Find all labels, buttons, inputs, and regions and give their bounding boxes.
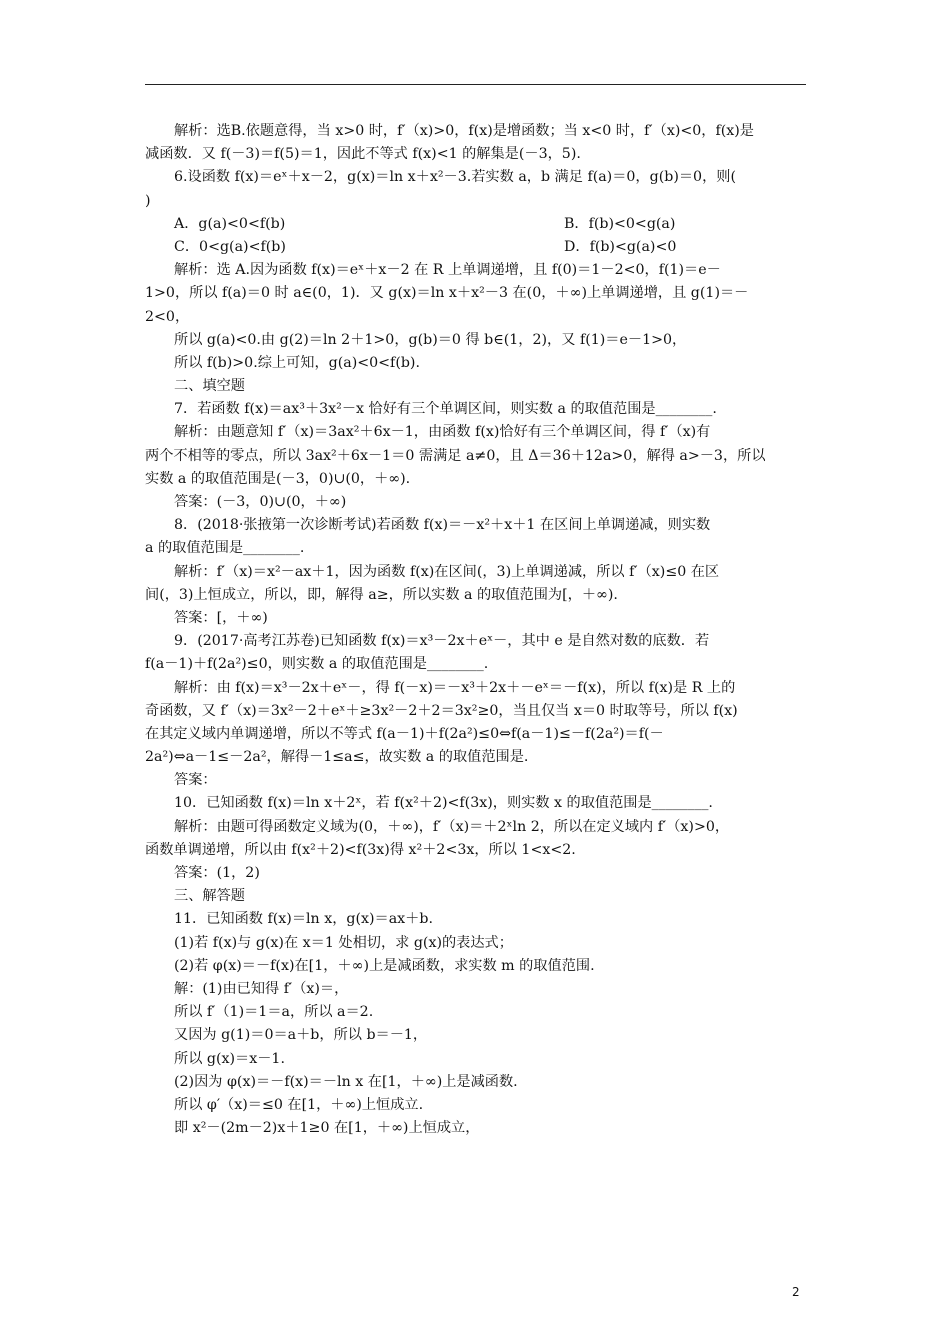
option-c: C．0<g(a)<f(b)	[174, 238, 286, 255]
header-rule	[145, 84, 806, 85]
text-line: 所以 g(a)<0.由 g(2)＝ln 2＋1>0，g(b)＝0 得 b∈(1，2)，又 f(1)＝e－1>0，	[174, 331, 687, 348]
text-line: 解析：由题意知 f′（x)＝3ax²＋6x－1，由函数 f(x)恰好有三个单调区间，得 f′（x)有	[174, 424, 711, 441]
question-11: 11．已知函数 f(x)＝ln x，g(x)＝ax＋b.	[174, 911, 433, 928]
text-line: 实数 a 的取值范围是(－3，0)∪(0，＋∞).	[145, 470, 411, 487]
question-10: 10．已知函数 f(x)＝ln x＋2ˣ，若 f(x²＋2)<f(3x)，则实数 x 的取值范围是________.	[174, 795, 713, 812]
answer-line: 答案：	[174, 772, 217, 789]
text-line: (2)因为 φ(x)＝－f(x)＝－ln x 在[1，＋∞)上是减函数.	[174, 1073, 518, 1090]
text-line: 所以 f(b)>0.综上可知，g(a)<0<f(b).	[174, 354, 420, 371]
text-line: 解析：f′（x)＝x²－ax＋1，因为函数 f(x)在区间(，3)上单调递减，所以 f′（x)≤0 在区	[174, 563, 720, 580]
text-line: 解析：由 f(x)＝x³－2x＋eˣ－，得 f(－x)＝－x³＋2x＋－eˣ＝－f(x)，所以 f(x)是 R 上的	[174, 679, 736, 696]
options-row-ab	[145, 213, 806, 236]
text-line: 2a²)⇔a－1≤－2a²，解得－1≤a≤，故实数 a 的取值范围是.	[145, 749, 529, 766]
text-line: 间(，3)上恒成立，所以，即，解得 a≥，所以实数 a 的取值范围为[，＋∞).	[145, 586, 618, 603]
question-8: 8．(2018·张掖第一次诊断考试)若函数 f(x)＝－x²＋x＋1 在区间上单调递减，则实数	[174, 517, 711, 534]
options-row-cd	[145, 236, 806, 259]
text-line: (1)若 f(x)与 g(x)在 x＝1 处相切，求 g(x)的表达式；	[174, 934, 513, 951]
answer-line: 答案：[，＋∞)	[174, 609, 268, 626]
text-line: 减函数．又 f(－3)＝f(5)＝1，因此不等式 f(x)<1 的解集是(－3，5).	[145, 146, 581, 163]
text-line: f(a－1)＋f(2a²)≤0，则实数 a 的取值范围是________.	[145, 656, 489, 673]
text-line: 两个不相等的零点，所以 3ax²＋6x－1＝0 需满足 a≠0，且 Δ＝36＋12a>0，解得 a>－3，所以	[145, 447, 766, 464]
text-line: 2<0，	[145, 308, 190, 325]
document-body	[145, 120, 806, 1140]
text-line: 1>0，所以 f(a)＝0 时 a∈(0，1)．又 g(x)＝ln x＋x²－3 在(0，＋∞)上单调递增，且 g(1)＝－	[145, 285, 749, 302]
answer-line: 答案：(－3，0)∪(0，＋∞)	[174, 494, 347, 510]
text-line: 即 x²－(2m－2)x＋1≥0 在[1，＋∞)上恒成立，	[174, 1120, 480, 1137]
text-line: 奇函数，又 f′（x)＝3x²－2＋eˣ＋≥3x²－2＋2＝3x²≥0，当且仅当 x＝0 时取等号，所以 f(x)	[145, 702, 738, 719]
option-b: B．f(b)<0<g(a)	[564, 215, 676, 232]
question-6: 6.设函数 f(x)＝eˣ＋x－2，g(x)＝ln x＋x²－3.若实数 a，b 满足 f(a)＝0，g(b)＝0，则(	[174, 169, 736, 186]
option-a: A．g(a)<0<f(b)	[174, 215, 286, 232]
text-line: 所以 f′（1)＝1＝a，所以 a＝2.	[174, 1004, 374, 1021]
question-7: 7．若函数 f(x)＝ax³＋3x²－x 恰好有三个单调区间，则实数 a 的取值范围是________.	[174, 401, 717, 418]
text-line: 解析：由题可得函数定义域为(0，＋∞)，f′（x)＝＋2ˣln 2，所以在定义域内 f′（x)>0，	[174, 818, 730, 835]
text-line: 所以 g(x)＝x－1.	[174, 1050, 285, 1067]
text-line: 函数单调递增，所以由 f(x²＋2)<f(3x)得 x²＋2<3x，所以 1<x<2.	[145, 841, 576, 858]
text-line: 解：(1)由已知得 f′（x)＝，	[174, 980, 349, 997]
text-line: 在其定义域内单调递增，所以不等式 f(a－1)＋f(2a²)≤0⇔f(a－1)≤－f(2a²)＝f(－	[145, 725, 664, 742]
text-line: (2)若 φ(x)＝－f(x)在[1，＋∞)上是减函数，求实数 m 的取值范围.	[174, 957, 595, 974]
text-line: 解析：选B.依题意得，当 x>0 时，f′（x)>0，f(x)是增函数；当 x<0 时，f′（x)<0，f(x)是	[174, 123, 754, 139]
section-heading: 二、填空题	[174, 378, 245, 395]
text-line: 解析：选 A.因为函数 f(x)＝eˣ＋x－2 在 R 上单调递增，且 f(0)＝1－2<0，f(1)＝e－	[174, 262, 721, 279]
text-line: 又因为 g(1)＝0＝a＋b，所以 b＝－1，	[174, 1027, 428, 1044]
text-line: a 的取值范围是________.	[145, 540, 305, 557]
text-line: )	[145, 192, 151, 209]
section-heading: 三、解答题	[174, 888, 245, 905]
option-d: D．f(b)<g(a)<0	[564, 238, 677, 255]
answer-line: 答案：(1，2)	[174, 865, 260, 881]
question-9: 9．(2017·高考江苏卷)已知函数 f(x)＝x³－2x＋eˣ－，其中 e 是自然对数的底数．若	[174, 633, 710, 650]
text-line: 所以 φ′（x)＝≤0 在[1，＋∞)上恒成立.	[174, 1096, 424, 1113]
page-number: 2	[792, 1285, 800, 1299]
